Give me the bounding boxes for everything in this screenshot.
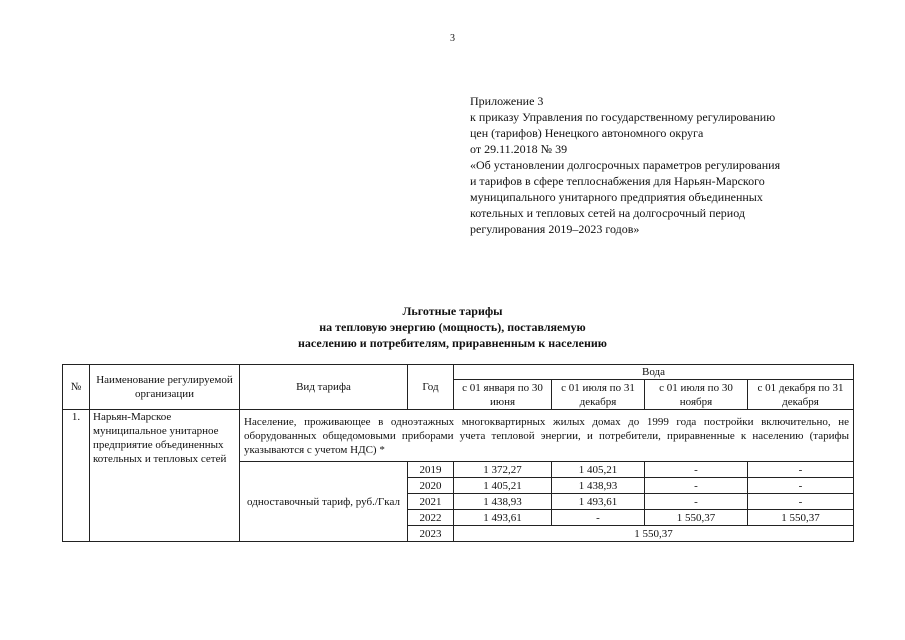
value-cell: 1 493,61 <box>552 494 645 510</box>
appendix-line: котельных и тепловых сетей на долгосрочный период <box>470 206 745 220</box>
year-cell: 2020 <box>408 478 454 494</box>
year-cell: 2023 <box>408 526 454 542</box>
value-cell: - <box>645 462 748 478</box>
title-line: Льготные тарифы <box>402 304 503 318</box>
page-number: 3 <box>450 33 455 44</box>
value-cell: 1 550,37 <box>645 510 748 526</box>
header-organization: Наименование регулируемой организации <box>90 365 240 410</box>
value-cell: 1 550,37 <box>748 510 854 526</box>
value-cell: 1 405,21 <box>454 478 552 494</box>
appendix-header <box>470 93 870 237</box>
appendix-line: цен (тарифов) Ненецкого автономного округа <box>470 126 704 140</box>
organization-name: Нарьян-Марское муниципальное унитарное предприятие объединенных котельных и тепловых сетей <box>90 410 240 542</box>
appendix-line: муниципального унитарного предприятия объединенных <box>470 190 763 204</box>
header-tariff-type: Вид тарифа <box>240 365 408 410</box>
title-line: на тепловую энергию (мощность), поставляемую <box>319 320 586 334</box>
value-cell: - <box>748 494 854 510</box>
value-cell: 1 438,93 <box>552 478 645 494</box>
header-period-4: с 01 декабря по 31 декабря <box>748 380 854 410</box>
value-cell: 1 405,21 <box>552 462 645 478</box>
value-cell-2023: 1 550,37 <box>454 526 854 542</box>
value-cell: - <box>645 494 748 510</box>
appendix-line: к приказу Управления по государственному регулированию <box>470 110 776 124</box>
header-num: № <box>63 365 90 410</box>
value-cell: - <box>552 510 645 526</box>
header-period-2: с 01 июля по 31 декабря <box>552 380 645 410</box>
tariff-type: одноставочный тариф, руб./Гкал <box>240 462 408 542</box>
value-cell: 1 493,61 <box>454 510 552 526</box>
population-note: Население, проживающее в одноэтажных многоквартирных жилых домах до 1999 года постройки включительно, не оборудованных общедомовыми приборами учета тепловой энергии, и потребители, приравненные к населению (тарифы указываются с учетом НДС) * <box>240 410 854 462</box>
year-cell: 2022 <box>408 510 454 526</box>
row-number: 1. <box>63 410 90 542</box>
appendix-line: Приложение 3 <box>470 94 544 108</box>
year-cell: 2021 <box>408 494 454 510</box>
value-cell: 1 372,27 <box>454 462 552 478</box>
tariffs-table <box>62 364 854 542</box>
appendix-line: «Об установлении долгосрочных параметров регулирования <box>470 158 781 172</box>
value-cell: 1 438,93 <box>454 494 552 510</box>
header-year: Год <box>408 365 454 410</box>
value-cell: - <box>645 478 748 494</box>
appendix-line: от 29.11.2018 № 39 <box>470 142 568 156</box>
year-cell: 2019 <box>408 462 454 478</box>
header-water: Вода <box>454 365 854 380</box>
header-period-1: с 01 января по 30 июня <box>454 380 552 410</box>
value-cell: - <box>748 462 854 478</box>
appendix-line: регулирования 2019–2023 годов» <box>470 222 640 236</box>
header-period-3: с 01 июля по 30 ноября <box>645 380 748 410</box>
title-line: населению и потребителям, приравненным к населению <box>298 336 607 350</box>
appendix-line: и тарифов в сфере теплоснабжения для Нарьян-Марского <box>470 174 765 188</box>
document-title <box>0 303 905 351</box>
value-cell: - <box>748 478 854 494</box>
